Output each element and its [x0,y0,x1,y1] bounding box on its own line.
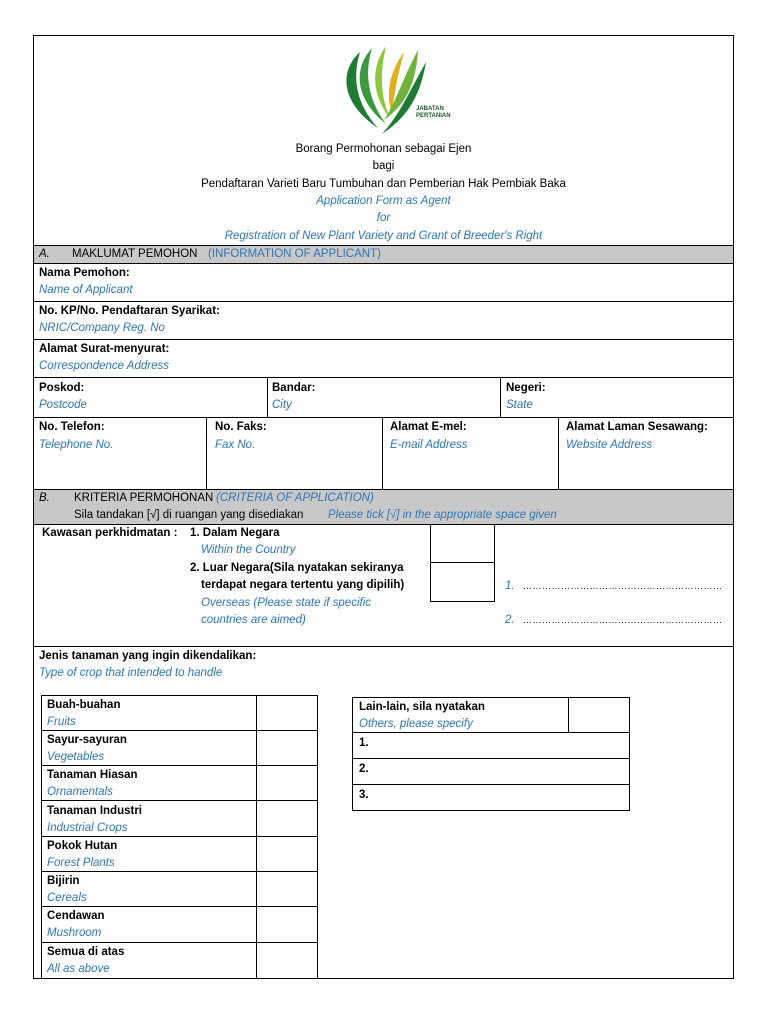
crop-industrial-label-en: Industrial Crops [47,822,128,834]
others-row-2-input[interactable] [377,759,627,784]
section-a-header [34,246,733,263]
telephone-label-en: Telephone No. [39,439,114,451]
others-row-3-label: 3. [359,789,369,801]
email-label-en: E-mail Address [390,439,468,451]
within-country-checkbox[interactable] [430,524,495,563]
crop-fruits-label: Buah-buahan [47,699,121,711]
nric-input[interactable] [254,303,724,337]
crop-vegetables-checkbox[interactable] [257,731,317,765]
country-line-2-num: 2. [505,614,515,626]
crop-ornamentals-checkbox[interactable] [257,766,317,800]
state-label: Negeri: [506,382,546,394]
crop-forest-label: Pokok Hutan [47,840,118,852]
service-area-label: Kawasan perkhidmatan : [42,527,178,539]
website-label-en: Website Address [566,439,653,451]
crop-all-label: Semua di atas [47,946,125,958]
others-label: Lain-lain, sila nyatakan [359,701,485,713]
applicant-name-input[interactable] [254,265,724,299]
overseas-checkbox[interactable] [430,562,495,602]
telephone-label: No. Telefon: [39,421,105,433]
others-row-2-label: 2. [359,763,369,775]
fax-label: No. Faks: [215,421,267,433]
crop-industrial-label: Tanaman Industri [47,805,142,817]
option-overseas-en-line2: countries are aimed) [201,614,306,626]
form-title-ms: Borang Permohonan sebagai Ejen [295,143,472,155]
address-input[interactable] [254,341,724,375]
address-label-en: Correspondence Address [39,360,169,372]
form-subtitle-en: Registration of New Plant Variety and Grant of Breeder's Right [224,230,543,242]
crop-ornamentals-label: Tanaman Hiasan [47,769,138,781]
section-b-title-en: (CRITERIA OF APPLICATION) [216,492,374,504]
section-b-header [34,490,733,524]
section-a-letter: A. [39,248,50,260]
applicant-name-label: Nama Pemohon: [39,267,130,279]
crop-cereals-label-en: Cereals [47,892,87,904]
country-line-2-input[interactable]: ……………………………………………………… [523,615,723,625]
option-overseas-line1: 2. Luar Negara(Sila nyatakan sekiranya [190,562,404,574]
crop-industrial-checkbox[interactable] [257,801,317,836]
option-overseas-line2: terdapat negara tertentu yang dipilih) [201,579,405,591]
crop-all-checkbox[interactable] [257,943,317,979]
section-b-instruction: Sila tandakan [√] di ruangan yang disediakan [74,509,304,521]
crop-vegetables-label-en: Vegetables [47,751,105,763]
fax-label-en: Fax No. [215,439,256,451]
crop-ornamentals-label-en: Ornamentals [47,786,113,798]
website-label: Alamat Laman Sesawang: [566,421,708,433]
section-b-title: KRITERIA PERMOHONAN [74,492,214,504]
others-row-1-label: 1. [359,737,369,749]
applicant-name-label-en: Name of Applicant [39,284,133,296]
country-line-1-num: 1. [505,580,515,592]
option-overseas-en-line1: Overseas (Please state if specific [201,597,372,609]
form-title-bagi: bagi [372,160,395,172]
section-a-title-en: (INFORMATION OF APPLICANT) [208,248,381,260]
city-label: Bandar: [272,382,316,394]
country-line-1-input[interactable]: ……………………………………………………… [523,581,723,591]
crop-cereals-checkbox[interactable] [257,872,317,906]
option-within-country: 1. Dalam Negara [190,527,280,539]
logo-text-line2: PERTANIAN [416,113,451,119]
application-form [33,35,734,979]
section-a-title: MAKLUMAT PEMOHON [72,248,198,260]
others-row-3-input[interactable] [377,785,627,810]
crop-mushroom-label-en: Mushroom [47,927,102,939]
logo-emblem [330,42,440,138]
crop-vegetables-label: Sayur-sayuran [47,734,127,746]
address-label: Alamat Surat-menyurat: [39,343,170,355]
jabatan-pertanian-logo [330,42,451,138]
others-checkbox[interactable] [569,698,629,732]
crop-type-label-en: Type of crop that intended to handle [39,667,223,679]
postcode-label: Poskod: [39,382,85,394]
state-label-en: State [506,399,533,411]
crop-forest-label-en: Forest Plants [47,857,115,869]
form-title-en: Application Form as Agent [316,195,451,207]
others-table [352,697,630,811]
option-within-country-en: Within the Country [201,544,296,556]
crop-forest-checkbox[interactable] [257,837,317,871]
crop-fruits-label-en: Fruits [47,716,76,728]
section-b-letter: B. [39,492,50,504]
city-label-en: City [272,399,292,411]
email-label: Alamat E-mel: [390,421,467,433]
nric-label-en: NRIC/Company Reg. No [39,322,165,334]
form-subtitle-ms: Pendaftaran Varieti Baru Tumbuhan dan Pemberian Hak Pembiak Baka [201,178,566,190]
others-row-1-input[interactable] [377,733,627,758]
crop-type-label: Jenis tanaman yang ingin dikendalikan: [39,650,257,662]
postcode-label-en: Postcode [39,399,87,411]
crop-cereals-label: Bijirin [47,875,80,887]
logo-text-line1: JABATAN [416,106,444,112]
crop-fruits-checkbox[interactable] [257,696,317,730]
crop-mushroom-checkbox[interactable] [257,907,317,942]
crop-all-label-en: All as above [47,963,110,975]
nric-label: No. KP/No. Pendaftaran Syarikat: [39,305,220,317]
crop-mushroom-label: Cendawan [47,910,105,922]
section-b-instruction-en: Please tick [√] in the appropriate space given [328,509,557,521]
others-label-en: Others, please specify [359,718,473,730]
form-title-for: for [376,212,391,224]
crop-table [41,695,318,979]
